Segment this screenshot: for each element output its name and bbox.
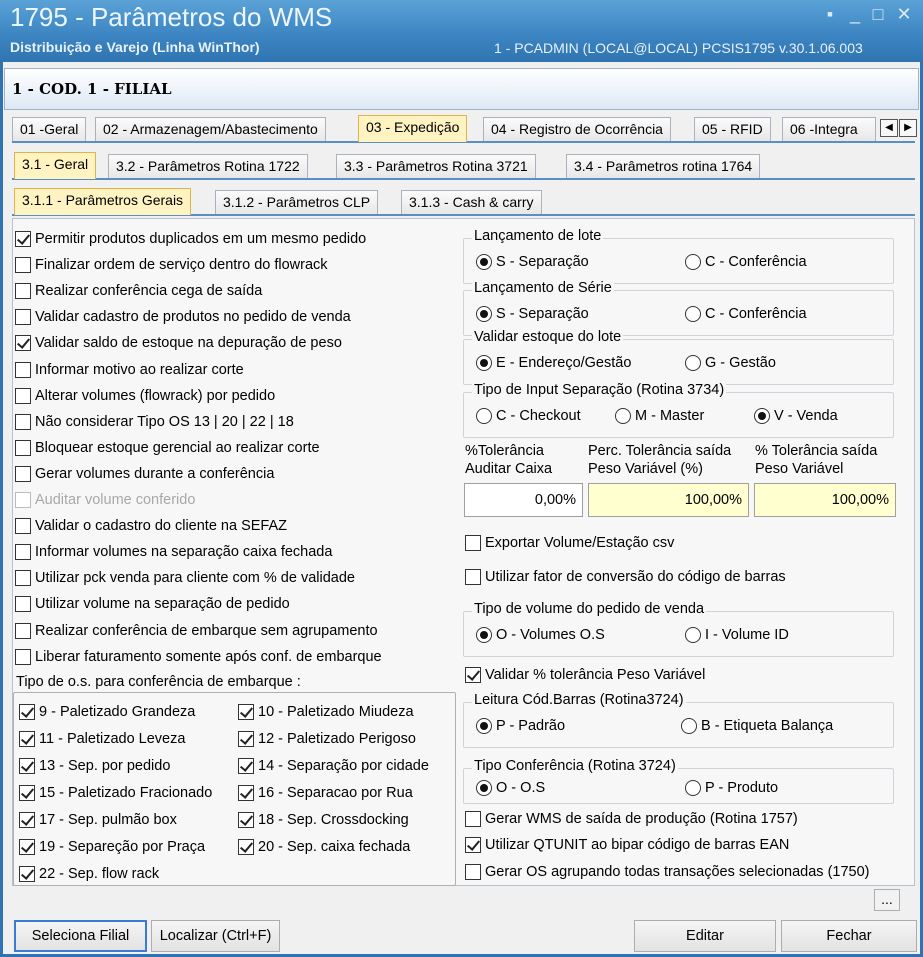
checkbox-icon[interactable] [15,623,31,639]
radio-option-e-endereco-gestao[interactable] [476,353,631,373]
checkbox-label: Realizar conferência cega de saída [35,283,263,300]
tolerance-header-peso-variavel: Perc. Tolerância saída Peso Variável (%) [588,443,732,477]
checkbox-label: 16 - Separacao por Rua [258,785,413,801]
radio-label: S - Separação [496,306,589,322]
checkbox-label: Validar cadastro de produtos no pedido de venda [35,309,351,326]
radio-label: M - Master [635,408,705,424]
check-liberar-faturamento-somente-apos-conf-de[interactable] [15,647,382,667]
checkbox-checked-icon[interactable] [15,335,31,351]
radio-selected-icon[interactable] [476,627,492,643]
tab-armazenagem[interactable]: 02 - Armazenagem/Abastecimento [95,117,326,141]
check-auditar-volume-conferido [15,490,195,510]
checkbox-label: 20 - Sep. caixa fechada [258,839,411,855]
radio-icon[interactable] [685,780,701,796]
checkbox-label: 12 - Paletizado Perigoso [258,731,416,747]
check-gerar-wms[interactable] [465,809,798,829]
checkbox-label: Exportar Volume/Estação csv [485,535,675,551]
radio-option-c-checkout[interactable] [476,406,581,426]
check-utilizar-volume-na-separacao-de-pedido[interactable] [15,594,290,614]
check-informar-volumes-na-separacao-caixa-fech[interactable] [15,542,332,562]
radio-icon[interactable] [681,718,697,734]
check-exportar[interactable] [465,533,674,553]
checkbox-icon[interactable] [15,544,31,560]
check-validar-tol[interactable] [465,665,705,685]
check-finalizar-ordem-de-servico-dentro-do-flo[interactable] [15,255,328,275]
checkbox-icon[interactable] [15,257,31,273]
radio-group-title: Validar estoque do lote [474,329,622,345]
checkbox-checked-icon[interactable] [19,812,35,828]
checkbox-icon[interactable] [465,569,481,585]
tab-parametros-clp[interactable]: 3.1.2 - Parâmetros CLP [215,190,378,214]
checkbox-checked-icon[interactable] [465,667,481,683]
filial-title: 1 - COD. 1 - FILIAL [12,80,172,98]
radio-group-title: Tipo Conferência (Rotina 3724) [474,758,676,774]
checkbox-label: Permitir produtos duplicados em um mesmo pedido [35,231,367,247]
radio-option-i-volume-id[interactable] [685,625,789,645]
radio-label: C - Conferência [705,254,807,270]
checkbox-label: Validar % tolerância Peso Variável [485,667,706,683]
radio-label: S - Separação [496,254,589,270]
checkbox-checked-icon[interactable] [19,758,35,774]
check-permitir-produtos-duplicados-em-um-mesmo[interactable] [15,229,366,249]
check-alterar-volumes-flowrack-por-pedido[interactable] [15,386,275,406]
checkbox-label: Utilizar pck venda para cliente com % de validade [35,570,355,587]
checkbox-checked-icon[interactable] [19,731,35,747]
checkbox-icon[interactable] [15,362,31,378]
os-type-10-paletizado-miudeza[interactable] [238,702,414,722]
radio-label: I - Volume ID [705,627,789,643]
checkbox-icon[interactable] [15,466,31,482]
checkbox-label: Alterar volumes (flowrack) por pedido [35,387,276,404]
checkbox-label: 14 - Separação por cidade [258,758,429,774]
radio-label: P - Produto [705,780,779,796]
os-type-16-separacao-por-rua[interactable] [238,783,413,803]
check-utilizar-pck-venda-para-cliente-com-de-v[interactable] [15,568,355,588]
tab-expedicao[interactable]: 03 - Expedição [358,115,467,142]
restore-icon[interactable]: ▪ [826,4,834,24]
radio-selected-icon[interactable] [476,306,492,322]
radio-selected-icon[interactable] [754,408,770,424]
check-realizar-conferencia-de-embarque-sem-agr[interactable] [15,621,378,641]
radio-option-m-master[interactable] [615,406,704,426]
checkbox-label: Gerar WMS de saída de produção (Rotina 1757) [485,811,798,827]
os-type-19-separecao-por-praca[interactable] [19,837,205,857]
checkbox-label: Gerar OS agrupando todas transações selecionadas (1750) [485,864,870,880]
checkbox-label: Auditar volume conferido [35,492,196,508]
radio-option-o-o-s[interactable] [476,778,545,798]
checkbox-checked-icon[interactable] [238,704,254,720]
checkbox-icon[interactable] [15,283,31,299]
checkbox-label: Bloquear estoque gerencial ao realizar corte [35,439,320,456]
check-gerar-os[interactable] [465,862,869,882]
checkbox-label: 9 - Paletizado Grandeza [39,704,196,720]
radio-selected-icon[interactable] [476,718,492,734]
checkbox-label: Utilizar QTUNIT ao bipar código de barras EAN [485,837,790,853]
check-gerar-volumes-durante-a-conferencia[interactable] [15,464,274,484]
radio-selected-icon[interactable] [476,355,492,371]
checkbox-label: 13 - Sep. por pedido [39,758,171,774]
radio-option-b-etiqueta-balanca[interactable] [681,716,833,736]
checkbox-icon[interactable] [465,864,481,880]
checkbox-label: Utilizar fator de conversão do código de barras [485,569,786,585]
checkbox-checked-icon[interactable] [238,785,254,801]
radio-label: O - O.S [496,780,546,796]
ellipsis-button[interactable]: ... [874,889,900,911]
check-validar-saldo-de-estoque-na-depuracao-de[interactable] [15,333,342,353]
checkbox-label: Gerar volumes durante a conferência [35,465,275,482]
os-type-11-paletizado-leveza[interactable] [19,729,185,749]
checkbox-label: 10 - Paletizado Miudeza [258,704,414,720]
tab-scroll-right-icon[interactable]: ▶ [899,119,917,137]
os-type-20-sep-caixa-fechada[interactable] [238,837,410,857]
checkbox-icon[interactable] [15,388,31,404]
radio-icon[interactable] [685,627,701,643]
checkbox-label: Informar volumes na separação caixa fechada [35,544,333,561]
tab-registro-ocorrencia[interactable]: 04 - Registro de Ocorrência [483,117,671,141]
checkbox-checked-icon[interactable] [238,731,254,747]
check-bloquear-estoque-gerencial-ao-realizar-c[interactable] [15,438,320,458]
checkbox-checked-icon[interactable] [15,231,31,247]
checkbox-icon[interactable] [15,570,31,586]
checkbox-label: Liberar faturamento somente após conf. de embarque [35,648,382,665]
localizar-button[interactable]: Localizar (Ctrl+F) [151,920,280,952]
editar-button[interactable]: Editar [634,920,776,952]
radio-group-title: Lançamento de lote [474,228,602,244]
checkbox-label: 15 - Paletizado Fracionado [39,785,213,801]
checkbox-icon[interactable] [15,440,31,456]
checkbox-label: Utilizar volume na separação de pedido [35,596,290,613]
tolerance-header-auditar: %Tolerância Auditar Caixa [465,443,553,477]
checkbox-checked-icon[interactable] [238,812,254,828]
checkbox-label: 22 - Sep. flow rack [39,866,160,882]
check-nao-considerar-tipo-os-13-20-22-18[interactable] [15,412,294,432]
os-type-15-paletizado-fracionado[interactable] [19,783,212,803]
checkbox-label: 18 - Sep. Crossdocking [258,812,409,828]
tab-3-2-rotina-1722[interactable]: 3.2 - Parâmetros Rotina 1722 [108,154,308,178]
tab-3-3-rotina-3721[interactable]: 3.3 - Parâmetros Rotina 3721 [336,154,536,178]
radio-option-p-padrao[interactable] [476,716,565,736]
tab-3-4-rotina-1764[interactable]: 3.4 - Parâmetros rotina 1764 [566,154,760,178]
radio-option-g-gestao[interactable] [685,353,776,373]
checkbox-checked-icon[interactable] [19,785,35,801]
radio-label: C - Conferência [705,306,807,322]
fechar-button[interactable]: Fechar [781,920,917,952]
checkbox-icon[interactable] [15,518,31,534]
os-type-18-sep-crossdocking[interactable] [238,810,409,830]
checkbox-label: Informar motivo ao realizar corte [35,361,244,378]
check-informar-motivo-ao-realizar-corte[interactable] [15,360,244,380]
radio-group-title: Lançamento de Série [474,280,612,296]
radio-label: O - Volumes O.S [496,627,605,643]
radio-option-s-separacao[interactable] [476,304,589,324]
check-fator[interactable] [465,567,786,587]
os-type-9-paletizado-grandeza[interactable] [19,702,195,722]
tolerance-saida-peso-input[interactable]: 100,00% [754,483,896,517]
radio-icon[interactable] [615,408,631,424]
os-type-17-sep-pulmao-box[interactable] [19,810,177,830]
os-group-title: Tipo de o.s. para conferência de embarque : [16,674,301,690]
checkbox-label: Finalizar ordem de serviço dentro do flowrack [35,257,328,274]
radio-icon[interactable] [685,254,701,270]
radio-group-title: Leitura Cód.Barras (Rotina3724) [474,692,684,708]
radio-option-c-conferencia[interactable] [685,304,807,324]
radio-group-title: Tipo de Input Separação (Rotina 3734) [474,382,725,398]
radio-icon[interactable] [685,306,701,322]
tab-integracao[interactable]: 06 -Integra [782,117,876,141]
check-validar-o-cadastro-do-cliente-na-sefaz[interactable] [15,516,287,536]
maximize-icon[interactable]: □ [872,4,884,24]
checkbox-checked-icon[interactable] [238,758,254,774]
tab-cash-carry[interactable]: 3.1.3 - Cash & carry [401,190,542,214]
tabstrip-level2 [12,178,915,180]
radio-icon[interactable] [476,408,492,424]
checkbox-label: Não considerar Tipo OS 13 | 20 | 22 | 18 [35,413,294,430]
checkbox-label: 19 - Separeção por Praça [39,839,206,855]
checkbox-icon[interactable] [465,811,481,827]
radio-icon[interactable] [685,355,701,371]
radio-label: V - Venda [774,408,838,424]
window-title: 1795 - Parâmetros do WMS [10,2,333,32]
radio-label: B - Etiqueta Balança [701,718,834,734]
os-type-14-separacao-por-cidade[interactable] [238,756,429,776]
check-validar-cadastro-de-produtos-no-pedido-d[interactable] [15,307,351,327]
radio-group-title: Tipo de volume do pedido de venda [474,601,705,617]
checkbox-label: 11 - Paletizado Leveza [39,731,186,747]
tab-rfid[interactable]: 05 - RFID [694,117,771,141]
radio-option-p-produto[interactable] [685,778,778,798]
radio-option-c-conferencia[interactable] [685,252,807,272]
checkbox-icon[interactable] [465,535,481,551]
radio-option-v-venda[interactable] [754,406,838,426]
os-type-13-sep-por-pedido[interactable] [19,756,170,776]
checkbox-checked-icon[interactable] [465,837,481,853]
seleciona-filial-button[interactable]: Seleciona Filial [14,920,147,952]
radio-selected-icon[interactable] [476,780,492,796]
checkbox-label: Validar o cadastro do cliente na SEFAZ [35,518,288,535]
radio-option-s-separacao[interactable] [476,252,589,272]
radio-label: E - Endereço/Gestão [496,355,632,371]
checkbox-checked-icon[interactable] [19,704,35,720]
os-type-12-paletizado-perigoso[interactable] [238,729,416,749]
minimize-icon[interactable]: _ [849,4,860,24]
check-realizar-conferencia-cega-de-saida[interactable] [15,281,262,301]
checkbox-label: 17 - Sep. pulmão box [39,812,177,828]
close-icon[interactable]: ✕ [896,4,912,24]
tab-3-1-geral[interactable]: 3.1 - Geral [14,152,96,179]
checkbox-icon[interactable] [15,649,31,665]
checkbox-label: Validar saldo de estoque na depuração de peso [35,335,342,352]
radio-selected-icon[interactable] [476,254,492,270]
checkbox-icon[interactable] [15,414,31,430]
radio-option-o-volumes-o-s[interactable] [476,625,605,645]
window-subtitle: Distribuição e Varejo (Linha WinThor) [10,39,260,55]
checkbox-checked-icon[interactable] [19,866,35,882]
checkbox-icon [15,492,31,508]
radio-label: G - Gestão [705,355,776,371]
radio-label: P - Padrão [496,718,566,734]
os-type-22-sep-flow-rack[interactable] [19,864,159,884]
checkbox-icon[interactable] [15,596,31,612]
tab-geral[interactable]: 01 -Geral [12,117,86,141]
tolerance-auditar-input[interactable]: 0,00% [464,483,583,517]
checkbox-checked-icon[interactable] [19,839,35,855]
tolerance-header-saida-peso: % Tolerância saída Peso Variável [755,443,878,477]
checkbox-label: Realizar conferência de embarque sem agrupamento [35,622,378,639]
check-qtunit[interactable] [465,835,789,855]
tab-parametros-gerais[interactable]: 3.1.1 - Parâmetros Gerais [14,188,191,215]
tolerance-peso-variavel-input[interactable]: 100,00% [588,483,749,517]
checkbox-icon[interactable] [15,309,31,325]
radio-label: C - Checkout [496,408,581,424]
user-info: 1 - PCADMIN (LOCAL@LOCAL) PCSIS1795 v.30.1.06.003 [494,40,863,56]
tab-scroll-left-icon[interactable]: ◀ [880,119,898,137]
checkbox-checked-icon[interactable] [238,839,254,855]
